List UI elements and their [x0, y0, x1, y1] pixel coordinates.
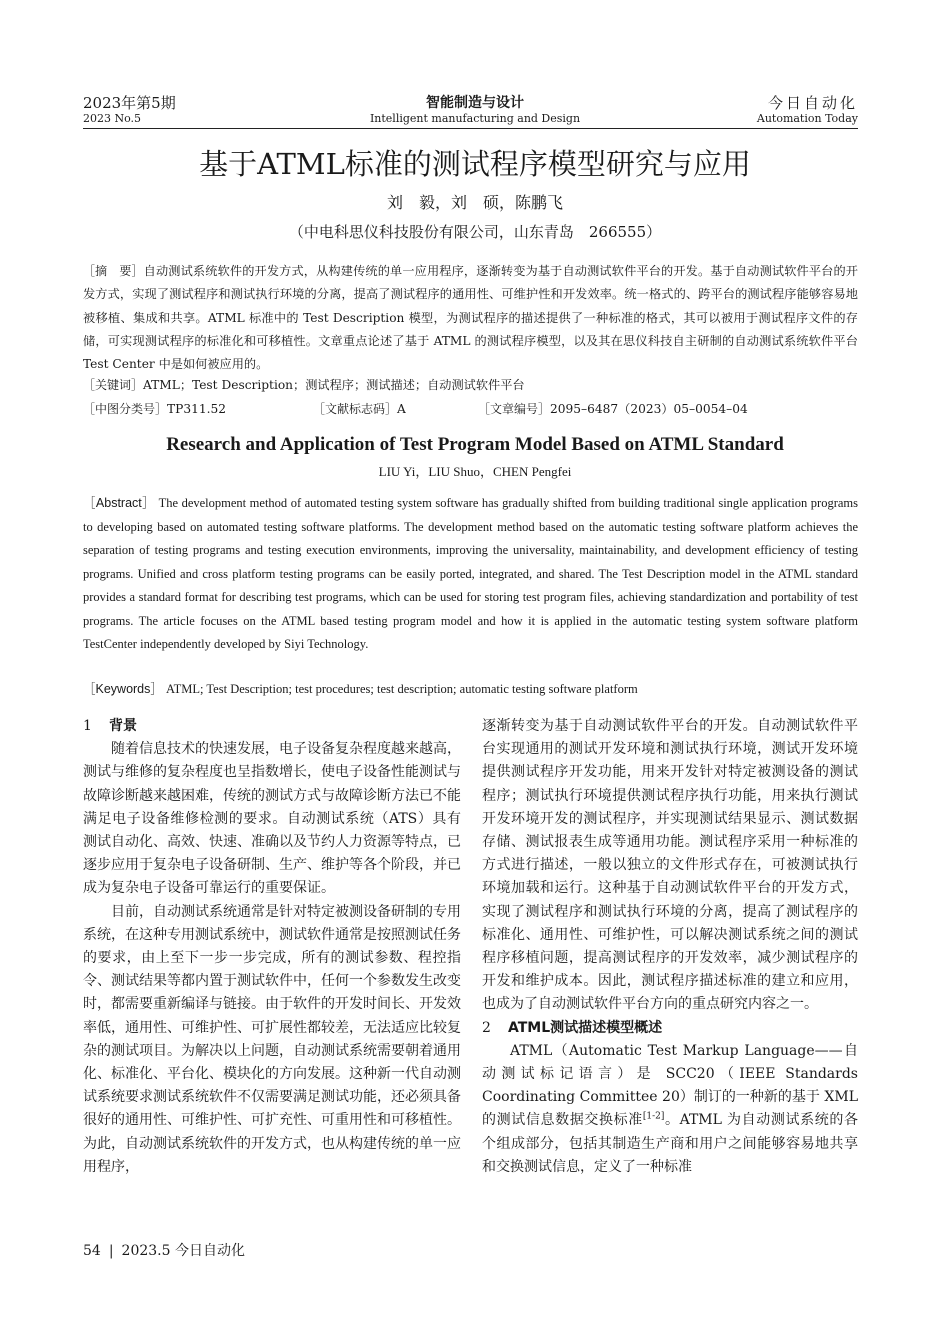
article-number-value: 2095–6487（2023）05–0054–04 [550, 402, 748, 416]
article-number-tag: ［文章编号］ [478, 402, 551, 416]
keywords-cn-text: ATML；Test Description；测试程序；测试描述；自动测试软件平台 [143, 378, 525, 392]
abstract-cn-tag: ［摘 要］ [83, 264, 144, 278]
doc-code-field [313, 398, 406, 420]
paper-title-en: Research and Application of Test Program Model Based on ATML Standard [166, 434, 784, 455]
journal-en: Automation Today [756, 112, 858, 125]
affiliation-cn: （中电科思仪科技股份有限公司，山东青岛 266555） [288, 223, 662, 241]
keywords-en [83, 678, 858, 700]
clc-value: TP311.52 [167, 402, 226, 416]
header-section [340, 94, 610, 125]
paper-title-cn: 基于ATML标准的测试程序模型研究与应用 [199, 147, 751, 181]
abstract-cn [83, 260, 858, 376]
paragraph-1: 随着信息技术的快速发展，电子设备复杂程度越来越高，测试与维修的复杂程度也呈指数增长，使电子设备性能测试与故障诊断越来越困难，传统的测试方式与故障诊断方法已不能满足电子设备维修检测的要求。自动测试系统（ATS）具有测试自动化、高效、快速、准确以及节约人力资源等特点，已逐步应用于复杂电子设备研制、生产、维护等各个阶段，并已成为复杂电子设备可靠运行的重要保证。 [83, 741, 461, 897]
abstract-en-tag: ［Abstract］ [83, 496, 156, 510]
section-en: Intelligent manufacturing and Design [369, 112, 581, 125]
clc-field [83, 398, 226, 420]
keywords-cn-tag: ［关键词］ [83, 378, 144, 392]
footer-source: 2023.5 今日自动化 [121, 1243, 245, 1259]
section-1-number: 1 [83, 718, 92, 734]
section-1-title: 背景 [109, 718, 137, 734]
section-2-title: ATML测试描述模型概述 [508, 1019, 663, 1036]
abstract-en-text: The development method of automated testing system software has gradually shifted from building traditional single application programs to developing based on automated testing software platforms. The development method based on the automatic testing software platform achieves the separation of testing programs and testing execution environments, improving the universality, maintainability, and development efficiency of testing programs. Unified and cross platform testing programs can be easily ported, integrated, and shared. The Test Description model in the ATML standard provides a standard format for describing test programs, which can be used for storing test program files, achieving standardization and portability of test programs. The article focuses on the ATML based testing program model and how it is applied in the automatic testing system software platform TestCenter independently developed by Siyi Technology. [83, 496, 858, 651]
issue-cn: 2023年第5期 [83, 94, 176, 112]
body-column-right [482, 715, 858, 1179]
clc-tag: ［中图分类号］ [83, 402, 168, 416]
keywords-en-tag: ［Keywords］ [83, 682, 163, 696]
section-heading-2 [482, 1017, 858, 1040]
keywords-en-text: ATML; Test Description; test procedures; test description; automatic testing software platform [166, 682, 638, 696]
doc-code-value: A [397, 402, 406, 416]
issue-en: 2023 No.5 [83, 112, 142, 125]
abstract-en [83, 492, 858, 657]
page-number: 54 [83, 1243, 101, 1259]
keywords-cn [83, 374, 858, 396]
page-footer [83, 1241, 245, 1261]
article-number-field [478, 398, 748, 420]
header-issue [83, 94, 176, 125]
authors-cn: 刘 毅，刘 硕，陈鹏飞 [386, 193, 563, 212]
section-heading-1 [83, 715, 461, 738]
section-cn: 智能制造与设计 [426, 95, 524, 111]
paragraph-2: 目前，自动测试系统通常是针对特定被测设备研制的专用系统，在这种专用测试系统中，测试软件通常是按照测试任务的要求，由上至下一步一步完成，所有的测试参数、程控指令、测试结果等都内置于测试软件中，任何一个参数发生改变时，都需要重新编译与链接。由于软件的开发时间长、开发效率低，通用性、可维护性、可扩展性都较差，无法适应比较复杂的测试项目。为解决以上问题，自动测试系统需要朝着通用化、标准化、平台化、模块化的方向发展。这种新一代自动测试系统要求测试系统软件不仅需要满足测试功能，还必须具备很好的通用性、可维护性、可扩充性、可重用性和可移植性。为此，自动测试系统软件的开发方式，也从构建传统的单一应用程序， [83, 903, 461, 1175]
paragraph-3: 逐渐转变为基于自动测试软件平台的开发。自动测试软件平台实现通用的测试开发环境和测试执行环境，测试开发环境提供测试程序开发功能，用来开发针对特定被测设备的测试程序；测试执行环境提供测试程序执行功能，用来执行测试开发环境开发的测试程序，并实现测试结果显示、测试数据存储、测试报表生成等通用功能。测试程序采用一种标准的方式进行描述，一般以独立的文件形式存在，可被测试执行环境加载和运行。这种基于自动测试软件平台的开发方式，实现了测试程序和测试执行环境的分离，提高了测试程序的标准化、通用性、可维护性，可以解决测试系统之间的测试程序移植问题，提高测试程序的开发效率，减少测试程序的开发和维护成本。因此，测试程序描述标准的建立和应用，也成为了自动测试软件平台方向的重点研究内容之一。 [482, 718, 858, 1013]
paragraph-4-text-b: 。ATML 为自动测试系统的各个组成部分，包括其制造生产商和用户之间能够容易地共享和交换测试信息，定义了一种标准 [482, 1112, 858, 1175]
abstract-cn-text: 自动测试系统软件的开发方式，从构建传统的单一应用程序，逐渐转变为基于自动测试软件平台的开发。基于自动测试软件平台的开发方式，实现了测试程序和测试执行环境的分离，提高了测试程序的通用性、可维护性和开发效率。统一格式的、跨平台的测试程序能够容易地被移植、集成和共享。ATML 标准中的 Test Description 模型，为测试程序的描述提供了一种标准的格式，其可以被用于测试程序文件的存储，可实现测试程序的标准化和可移植性。文章重点论述了基于 ATML 的测试程序模型，以及其在思仪科技自主研制的自动测试系统软件平台 Test Center 中是如何被应用的。 [83, 264, 858, 372]
header-divider [83, 128, 858, 129]
paragraph-4 [482, 1040, 858, 1179]
paragraph-4-text-a: ATML（Automatic Test Markup Language——自动测试标记语言）是 SCC20（IEEE Standards Coordinating Committee 20）制订的一种新的基于 XML 的测试信息数据交换标准 [482, 1042, 858, 1129]
citation-ref: [1-2] [642, 1111, 665, 1122]
authors-en: LIU Yi，LIU Shuo，CHEN Pengfei [378, 464, 572, 479]
section-2-number: 2 [482, 1019, 491, 1036]
body-column-left [83, 715, 461, 1179]
footer-separator: | [108, 1243, 114, 1259]
doc-code-tag: ［文献标志码］ [313, 402, 398, 416]
journal-cn: 今日自动化 [767, 94, 858, 112]
header-journal [757, 94, 858, 125]
